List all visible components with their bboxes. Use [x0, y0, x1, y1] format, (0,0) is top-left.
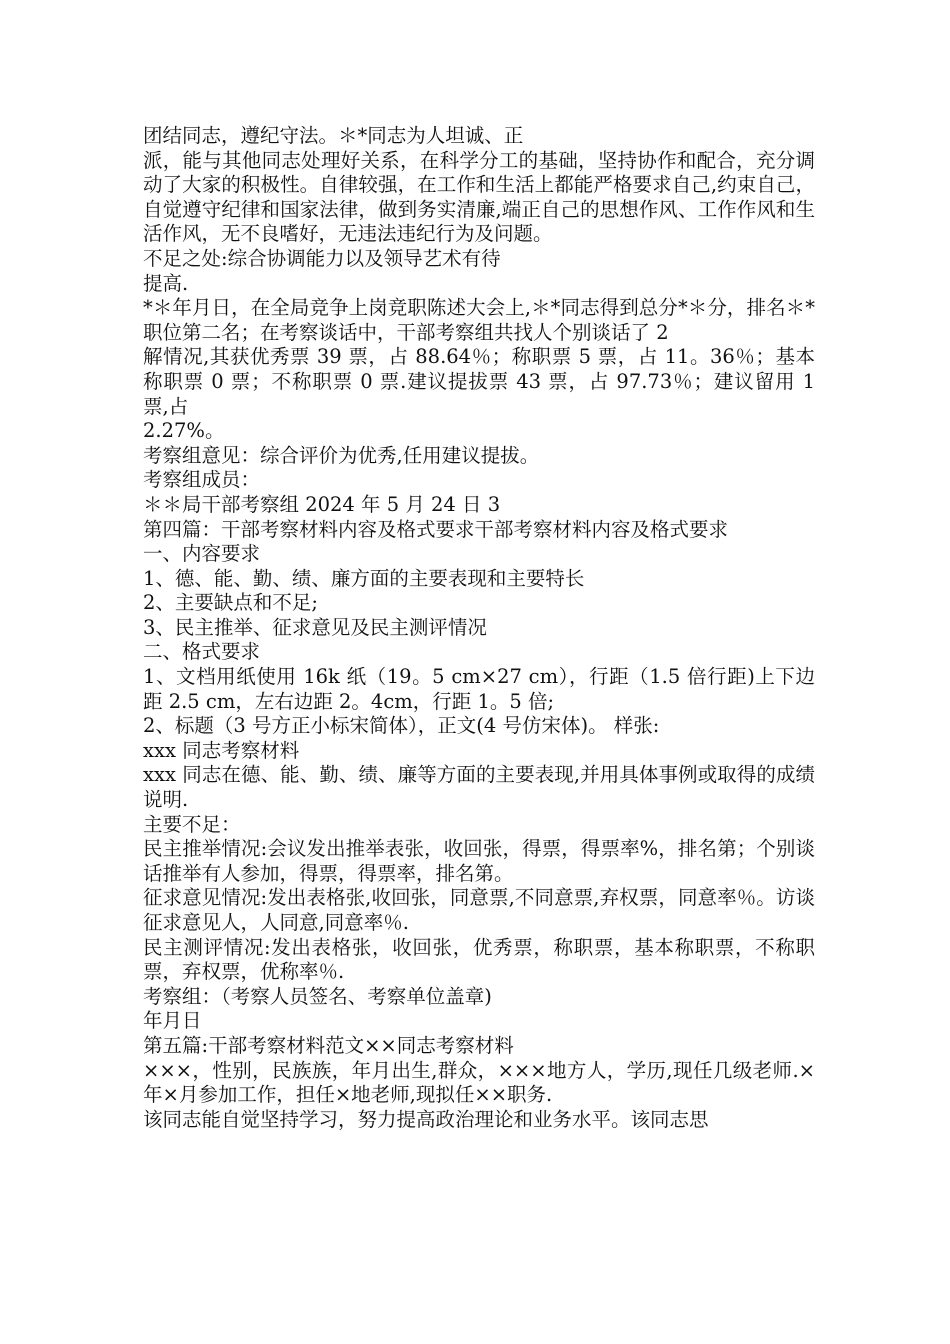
- paragraph: 年月日: [143, 1009, 202, 1033]
- paragraph: 考察组：（考察人员签名、考察单位盖章): [143, 984, 492, 1008]
- paragraph: 2.27%。: [143, 419, 225, 443]
- paragraph: xxx 同志在德、能、勤、绩、廉等方面的主要表现,并用具体事例或取得的成绩说明.: [143, 763, 815, 812]
- paragraph: 团结同志，遵纪守法。＊*同志为人坦诚、正: [143, 124, 524, 147]
- paragraph: 民主推举情况:会议发出推举表张，收回张，得票，得票率%，排名第；个别谈话推举有人参加，得票，得票率，排名第。: [143, 837, 815, 885]
- section-heading: 第五篇:干部考察材料范文××同志考察材料: [143, 1033, 514, 1057]
- paragraph: 征求意见情况:发出表格张,收回张，同意票,不同意票,弃权票，同意率％。访谈征求意见人，人同意,同意率％.: [143, 886, 815, 934]
- paragraph: 解情况,其获优秀票 39 票，占 88.64％；称职票 5 票，占 11。36％；基本称职票 0 票；不称职票 0 票.建议提拔票 43 票，占 97.73％；建议留用 1 票,占: [143, 345, 815, 418]
- paragraph: ×××，性别，民族族，年月出生,群众，×××地方人，学历,现任几级老师.×年×月参加工作，担任×地老师,现拟任××职务.: [143, 1058, 815, 1107]
- list-item: 2、标题（3 号方正小标宋简体），正文(4 号仿宋体)。 样张:: [143, 714, 660, 738]
- paragraph: 主要不足：: [143, 812, 241, 836]
- paragraph: 派，能与其他同志处理好关系，在科学分工的基础，坚持协作和配合，充分调动了大家的积极性。自律较强，在工作和生活上都能严格要求自己,约束自己，自觉遵守纪律和国家法律，做到务实清廉,端正自己的思想作风、工作作风和生活作风，无不良嗜好，无违法违纪行为及问题。: [143, 148, 815, 246]
- paragraph: 民主测评情况:发出表格张，收回张，优秀票，称职票，基本称职票，不称职票，弃权票，优称率％.: [143, 935, 815, 984]
- paragraph: 提高.: [143, 271, 189, 295]
- sample-title: xxx 同志考察材料: [143, 738, 300, 762]
- paragraph: 考察组成员：: [143, 468, 261, 492]
- paragraph: *＊年月日，在全局竞争上岗竞职陈述大会上,＊*同志得到总分*＊分，排名＊*职位第二名；在考察谈话中，干部考察组共找人个别谈话了 2: [143, 296, 815, 344]
- section-subheading: 二、格式要求: [143, 640, 261, 664]
- section-subheading: 一、内容要求: [143, 542, 261, 566]
- paragraph: ＊＊局干部考察组 2024 年 5 月 24 日 3: [143, 492, 501, 516]
- section-heading: 第四篇：干部考察材料内容及格式要求干部考察材料内容及格式要求: [143, 517, 729, 541]
- list-item: 1、德、能、勤、绩、廉方面的主要表现和主要特长: [143, 566, 585, 590]
- list-item: 3、民主推举、征求意见及民主测评情况: [143, 615, 487, 639]
- list-item: 1、文档用纸使用 16k 纸（19。5 cm×27 cm），行距（1.5 倍行距)上下边距 2.5 cm，左右边距 2。4cm，行距 1。5 倍;: [143, 665, 815, 713]
- document-body: [143, 124, 815, 1132]
- paragraph: 考察组意见：综合评价为优秀,任用建议提拔。: [143, 443, 540, 467]
- paragraph: 不足之处:综合协调能力以及领导艺术有待: [143, 246, 501, 270]
- list-item: 2、主要缺点和不足;: [143, 591, 318, 615]
- paragraph: 该同志能自觉坚持学习，努力提高政治理论和业务水平。该同志思: [143, 1107, 709, 1131]
